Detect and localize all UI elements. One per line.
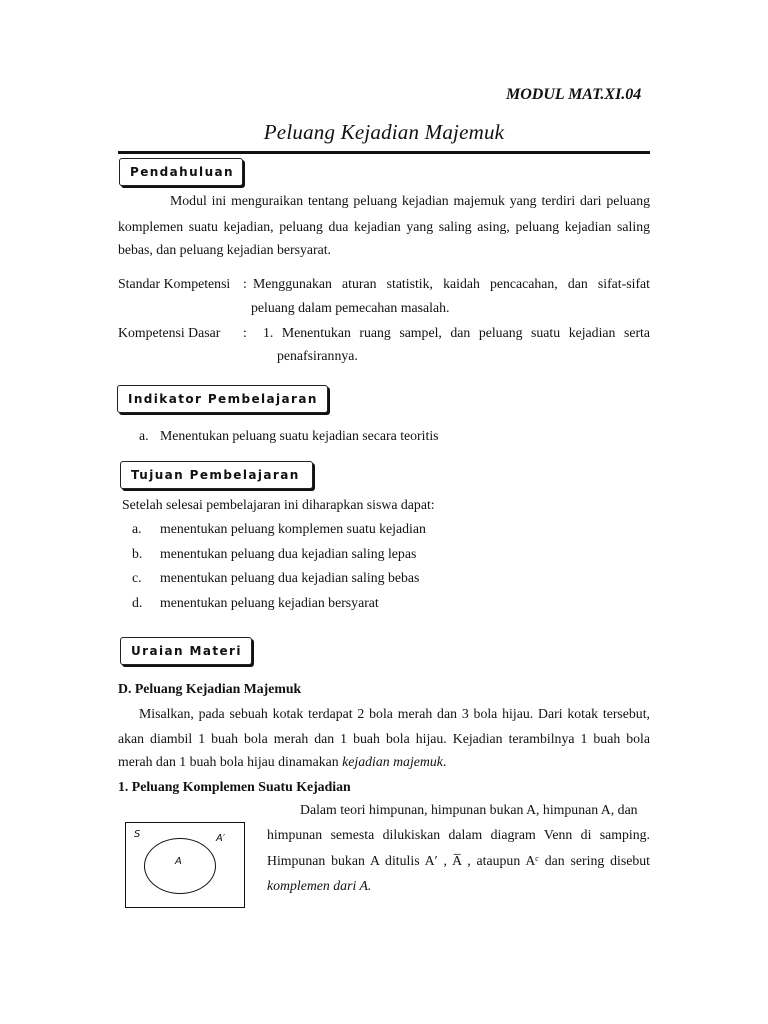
standar-kompetensi-text-2: peluang dalam pemecahan masalah.: [251, 300, 450, 315]
kompetensi-dasar-text-1: 1. Menentukan ruang sampel, dan peluang suatu kejadian serta: [263, 325, 650, 340]
materi-paragraph-line-2: akan diambil 1 buah bola merah dan 1 buah bola hijau. Kejadian terambilnya 1 buah bola: [118, 731, 650, 746]
tujuan-marker: a.: [132, 521, 142, 536]
materi-paragraph-line-1: Misalkan, pada sebuah kotak terdapat 2 bola merah dan 3 bola hijau. Dari kotak tersebut,: [139, 706, 650, 721]
intro-line-3: bebas, dan peluang kejadian bersyarat.: [118, 242, 331, 257]
materi-paragraph-end: .: [442, 754, 447, 769]
tujuan-item: menentukan peluang dua kejadian saling lepas: [160, 546, 417, 561]
kompetensi-dasar-label: Kompetensi Dasar: [118, 325, 221, 340]
section-label-indikator: [117, 385, 328, 413]
venn-text-line-2: himpunan semesta dilukiskan dalam diagram Venn di samping.: [267, 827, 650, 842]
tujuan-item: menentukan peluang dua kejadian saling bebas: [160, 570, 420, 585]
venn-text-line-4: komplemen dari A.: [267, 878, 372, 893]
kompetensi-dasar-text-2: penafsirannya.: [277, 348, 358, 363]
section-label-uraian: [120, 637, 252, 665]
venn-label-a-prime: A′: [216, 833, 226, 844]
venn-text-line-1: Dalam teori himpunan, himpunan bukan A, himpunan A, dan: [300, 802, 638, 817]
standar-kompetensi-colon: :: [243, 276, 247, 291]
indikator-item: Menentukan peluang suatu kejadian secara teoritis: [160, 428, 439, 443]
section-label-text: Indikator Pembelajaran: [128, 392, 318, 406]
intro-line-2: komplemen suatu kejadian, peluang dua kejadian yang saling asing, peluang kejadian saling: [118, 219, 650, 234]
term-kejadian-majemuk: kejadian majemuk: [342, 754, 443, 769]
indikator-marker: a.: [139, 428, 149, 443]
materi-heading-d: D. Peluang Kejadian Majemuk: [118, 681, 302, 696]
section-label-pendahuluan: [119, 158, 243, 186]
venn-label-a: A: [175, 856, 182, 867]
tujuan-intro: Setelah selesai pembelajaran ini diharapkan siswa dapat:: [122, 497, 435, 512]
section-label-text: Pendahuluan: [130, 165, 234, 179]
materi-paragraph-text: merah dan 1 buah bola hijau dinamakan: [118, 754, 343, 769]
materi-heading-1: 1. Peluang Komplemen Suatu Kejadian: [118, 779, 351, 794]
venn-label-s: S: [134, 829, 141, 840]
section-label-text: Uraian Materi: [131, 644, 242, 658]
tujuan-marker: b.: [132, 546, 143, 561]
section-label-tujuan: [120, 461, 313, 489]
tujuan-item: menentukan peluang kejadian bersyarat: [160, 595, 379, 610]
kompetensi-dasar-colon: :: [243, 325, 247, 340]
tujuan-item: menentukan peluang komplemen suatu kejadian: [160, 521, 426, 536]
standar-kompetensi-label: Standar Kompetensi: [118, 276, 231, 291]
venn-text-line-3: Himpunan bukan A ditulis A′ , A̅ , ataupun Aᶜ dan sering disebut: [267, 853, 650, 868]
module-code: MODUL MAT.XI.04: [506, 86, 642, 103]
tujuan-marker: c.: [132, 570, 142, 585]
section-label-text: Tujuan Pembelajaran: [131, 468, 300, 482]
title-divider: [118, 151, 650, 154]
page-title: Peluang Kejadian Majemuk: [263, 120, 505, 144]
standar-kompetensi-text-1: Menggunakan aturan statistik, kaidah pencacahan, dan sifat-sifat: [253, 276, 650, 291]
tujuan-marker: d.: [132, 595, 143, 610]
materi-paragraph-line-3: [118, 754, 446, 770]
intro-line-1: Modul ini menguraikan tentang peluang kejadian majemuk yang terdiri dari peluang: [170, 193, 650, 208]
